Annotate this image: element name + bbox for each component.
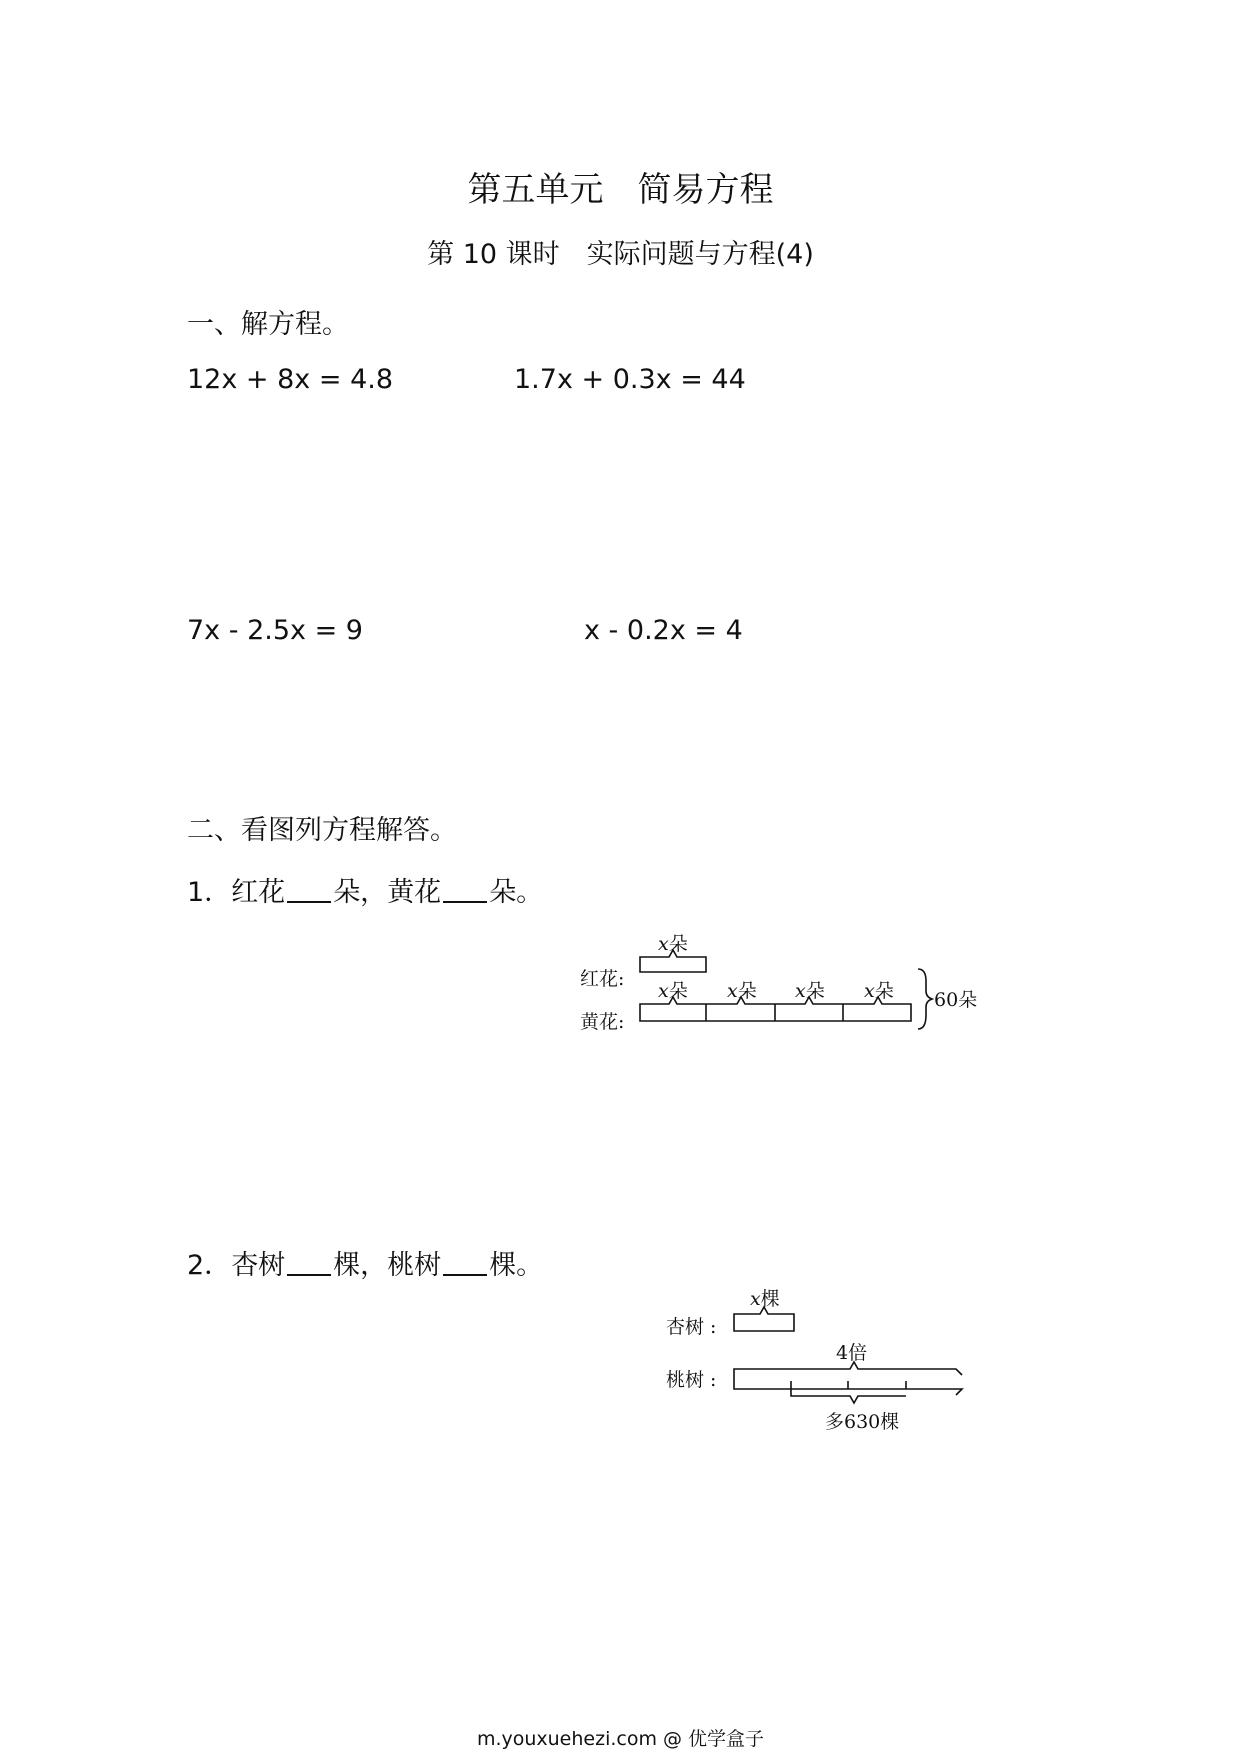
apricot-bar	[734, 1321, 794, 1331]
page-title: 第五单元 简易方程	[467, 170, 774, 210]
answer-blank-red[interactable]	[287, 875, 331, 903]
equation-3: 7x - 2.5x = 9	[187, 615, 363, 646]
lesson-subtitle: 第 10 课时 实际问题与方程(4)	[427, 239, 814, 270]
section-1-heading: 一、解方程。	[187, 309, 349, 340]
red-x-label: x朵	[658, 933, 688, 955]
times-label: 4倍	[836, 1342, 868, 1364]
question-1-number: 1．	[187, 877, 232, 908]
flower-diagram	[570, 925, 990, 1050]
question-1-unit-2: 朵。	[489, 877, 544, 908]
question-2-apricot-label: 杏树	[231, 1250, 286, 1281]
tree-diagram	[660, 1285, 990, 1445]
peach-tree-label: 桃树 :	[666, 1369, 717, 1391]
question-1-red-label: 红花	[231, 877, 286, 908]
yellow-x-label-4: x朵	[864, 980, 894, 1002]
question-2	[187, 1243, 543, 1282]
more-label: 多630棵	[825, 1411, 900, 1433]
question-1	[187, 870, 543, 909]
answer-blank-yellow[interactable]	[443, 875, 487, 903]
red-flower-label: 红花:	[580, 968, 625, 990]
apricot-tree-label: 杏树 :	[666, 1316, 717, 1338]
peach-brace	[734, 1362, 962, 1378]
footer-watermark: m.youxuehezi.com @ 优学盒子	[476, 1728, 765, 1750]
yellow-x-label-3: x朵	[795, 980, 825, 1002]
answer-blank-peach[interactable]	[443, 1248, 487, 1276]
question-2-number: 2．	[187, 1250, 232, 1281]
total-label: 60朵	[934, 989, 978, 1011]
total-brace	[918, 969, 932, 1029]
question-2-unit-2: 棵。	[489, 1250, 544, 1281]
yellow-flower-label: 黄花:	[580, 1011, 625, 1033]
section-2-heading: 二、看图列方程解答。	[187, 815, 457, 846]
yellow-x-label-1: x朵	[658, 980, 688, 1002]
question-1-yellow-label: 黄花	[387, 877, 442, 908]
yellow-x-label-2: x朵	[727, 980, 757, 1002]
equation-4: x - 0.2x = 4	[584, 615, 743, 646]
peach-bar-dividers	[791, 1381, 906, 1389]
question-2-unit-1: 棵，	[333, 1250, 388, 1281]
answer-blank-apricot[interactable]	[287, 1248, 331, 1276]
red-bar	[640, 963, 706, 972]
equation-1: 12x + 8x = 4.8	[187, 364, 394, 395]
yellow-bar-dividers	[706, 1004, 843, 1021]
question-1-unit-1: 朵，	[333, 877, 388, 908]
more-brace	[791, 1389, 906, 1403]
apricot-x-label: x棵	[750, 1288, 780, 1310]
question-2-peach-label: 桃树	[387, 1250, 442, 1281]
equation-2: 1.7x + 0.3x = 44	[514, 364, 746, 395]
